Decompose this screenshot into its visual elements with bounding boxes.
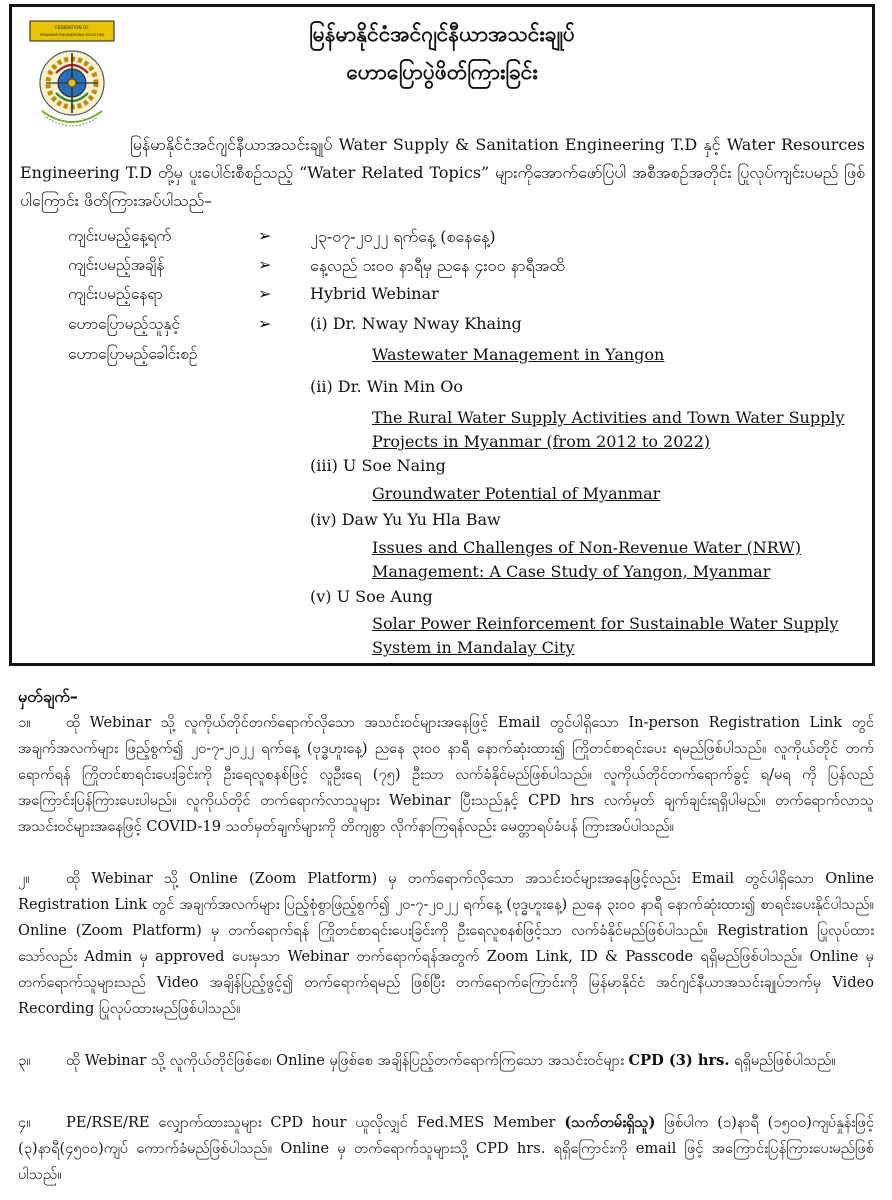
note-number: ၄။: [18, 1114, 31, 1131]
speaker-name: (i) Dr. Nway Nway Khaing: [310, 314, 522, 333]
speaker-label: ဟောပြောမည့်သူနှင့်: [68, 315, 180, 333]
note-number: ၁။: [18, 714, 31, 731]
svg-text:FEDERATION OF: FEDERATION OF: [55, 25, 89, 30]
intro-paragraph: [20, 131, 865, 215]
date-value: ၂၃-၀၇-၂၀၂၂ ရက်နေ့ (စနေနေ့): [310, 227, 496, 246]
speaker-topic: Groundwater Potential of Myanmar: [372, 484, 661, 503]
speaker-topic: Management: A Case Study of Yangon, Myanmar: [372, 562, 771, 581]
speaker-name: (iv) Daw Yu Yu Hla Baw: [310, 510, 501, 529]
speaker-topic: The Rural Water Supply Activities and Town Water Supply: [372, 408, 845, 427]
note-3: [18, 1048, 874, 1074]
speaker-name: (iii) U Soe Naing: [310, 456, 446, 475]
topic-label: ဟောပြောမည့်ခေါင်းစဉ်: [68, 345, 198, 363]
intro-text: မြန်မာနိုင်ငံအင်ဂျင်နီယာအသင်းချုပ် Water Supply & Sanitation Engineering T.D နှင့် Water Resources Engineering T.D တို့မှ ပူးပေါင်းစီစဉ်သည့် “Water Related Topics” များကိုအောက်ဖော်ပြပါ အစီအစဉ်အတိုင်း ပြုလုပ်ကျင်းပမည် ဖြစ်ပါကြောင်း ဖိတ်ကြားအပ်ပါသည်–: [20, 135, 865, 210]
venue-value: Hybrid Webinar: [310, 284, 439, 303]
announcement-frame: [9, 4, 875, 666]
venue-label: ကျင်းပမည့်နေရာ: [68, 285, 163, 303]
note-text: ထို Webinar သို့ လူကိုယ်တိုင်ဖြစ်စေ၊ Online မှဖြစ်စေ အချိန်ပြည့်တက်ရောက်ကြသော အသင်းဝင်များ: [66, 1052, 624, 1069]
note-2: [18, 866, 874, 1022]
title-line-1: မြန်မာနိုင်ငံအင်ဂျင်နီယာအသင်းချုပ်: [309, 22, 575, 46]
note-number: ၂။: [18, 870, 30, 887]
title-line-2: ဟောပြောပွဲဖိတ်ကြားခြင်း: [346, 60, 538, 84]
arrow-icon: ➢: [258, 255, 272, 274]
valid-member-note: (သက်တမ်းရှိသူ): [564, 1114, 656, 1131]
note-1: [18, 710, 874, 840]
note-text: PE/RSE/RE လျှောက်ထားသူများ CPD hour ယူလိုလျှင် Fed.MES Member: [66, 1114, 556, 1131]
cpd-hours: CPD (3) hrs.: [628, 1052, 730, 1069]
note-number: ၃။: [18, 1052, 31, 1069]
arrow-icon: ➢: [258, 226, 272, 245]
speaker-topic: Issues and Challenges of Non-Revenue Water (NRW): [372, 538, 802, 557]
time-value: နေ့လည် ၁း၀၀ နာရီမှ ညနေ ၄း၀၀ နာရီအထိ: [310, 256, 565, 275]
speaker-topic: Solar Power Reinforcement for Sustainable Water Supply: [372, 614, 839, 633]
arrow-icon: ➢: [258, 284, 272, 303]
speaker-name: (ii) Dr. Win Min Oo: [310, 377, 464, 396]
note-text: ရရှိမည်ဖြစ်ပါသည်။: [734, 1052, 836, 1069]
speaker-topic: System in Mandalay City: [372, 638, 575, 657]
note-4: [18, 1110, 874, 1188]
speaker-topic: Projects in Myanmar (from 2012 to 2022): [372, 432, 710, 451]
arrow-icon: ➢: [258, 314, 272, 333]
note-text: ထို Webinar သို့ Online (Zoom Platform) မှ တက်ရောက်လိုသော အသင်းဝင်များအနေဖြင့်လည်း Email တွင်ပါရှိသော Online Registration Link တွင် အချက်အလက်များ ပြည့်စုံစွာဖြည့်စွက်၍ ၂၀-၇-၂၀၂၂ ရက်နေ့ (ဗုဒ္ဓဟူးနေ့) ညနေ ၃း၀၀ နာရီ နောက်ဆုံးထား၍ စာရင်းပေးနိုင်ပါသည်။ Online (Zoom Platform) မှ တက်ရောက်ရန် ကြိုတင်စာရင်းပေးခြင်းကို ဦးရေလူစနစ်ဖြင့်သာ လက်ခံနိုင်မည်ဖြစ်ပါသည်။ Registration ပြုလုပ်ထားသော်လည်း Admin မှ approved ပေးမှသာ Webinar တက်ရောက်ရန်အတွက် Zoom Link, ID & Passcode ရရှိမည်ဖြစ်ပါသည်။ Online မှ တက်ရောက်သူများသည် Video အချိန်ပြည့်ဖွင့်၍ တက်ရောက်ရမည် ဖြစ်ပြီး တက်ရောက်ကြောင်းကို မြန်မာနိုင်ငံ အင်ဂျင်နီယာအသင်းချုပ်ဘက်မှ Video Recording ပြုလုပ်ထားမည်ဖြစ်ပါသည်။: [18, 870, 874, 1017]
time-label: ကျင်းပမည့်အချိန်: [68, 256, 165, 274]
speaker-name: (v) U Soe Aung: [310, 587, 433, 606]
note-text: ဖြစ်ပါက (၁)နာရီ (၁၅၀၀)ကျပ်နှုန်းဖြင့် (၃)နာရီ(၄၅၀၀)ကျပ် ကောက်ခံမည်ဖြစ်ပါသည်။ Online မှ တက်ရောက်သူများသို့ CPD hrs. ရရှိကြောင်းကို email ဖြင့် အကြောင်းပြန်ကြားပေးမည်ဖြစ်ပါသည်။: [18, 1114, 874, 1183]
svg-text:MYANMAR ENGINEERING SOCIETIES: MYANMAR ENGINEERING SOCIETIES: [39, 33, 105, 37]
speaker-topic: Wastewater Management in Yangon: [372, 345, 665, 364]
note-text: ထို Webinar သို့ လူကိုယ်တိုင်တက်ရောက်လိုသော အသင်းဝင်များအနေဖြင့် Email တွင်ပါရှိသော In-person Registration Link တွင် အချက်အလက်များ ဖြည့်စွက်၍ ၂၀-၇-၂၀၂၂ ရက်နေ့ (ဗုဒ္ဓဟူးနေ့) ညနေ ၃း၀၀ နာရီ နောက်ဆုံးထား၍ ကြိုတင်စာရင်းပေး ရမည်ဖြစ်ပါသည်။ လူကိုယ်တိုင် တက်ရောက်ရန် ကြိုတင်စာရင်းပေးခြင်းကို ဦးရေလူစနစ်ဖြင့် လူဦးရေ (၇၅) ဦးသာ လက်ခံနိုင်မည်ဖြစ်ပါသည်။ လူကိုယ်တိုင်တက်ရောက်ခွင့် ရ/မရ ကို ပြန်လည် အကြောင်းပြန်ကြားပေးပါမည်။ လူကိုယ်တိုင် တက်ရောက်လာသူများ Webinar ပြီးသည်နှင့် CPD hrs လက်မှတ် ချက်ချင်းရရှိပါမည်။ တက်ရောက်လာသူအသင်းဝင်များအနေဖြင့် COVID-19 သတ်မှတ်ချက်များကို တိကျစွာ လိုက်နာကြရန်လည်း မေတ္တာရပ်ခံပန် ကြားအပ်ပါသည်။: [18, 714, 874, 835]
date-label: ကျင်းပမည့်နေ့ရက်: [68, 227, 172, 245]
notes-heading: မှတ်ချက်–: [18, 687, 78, 706]
